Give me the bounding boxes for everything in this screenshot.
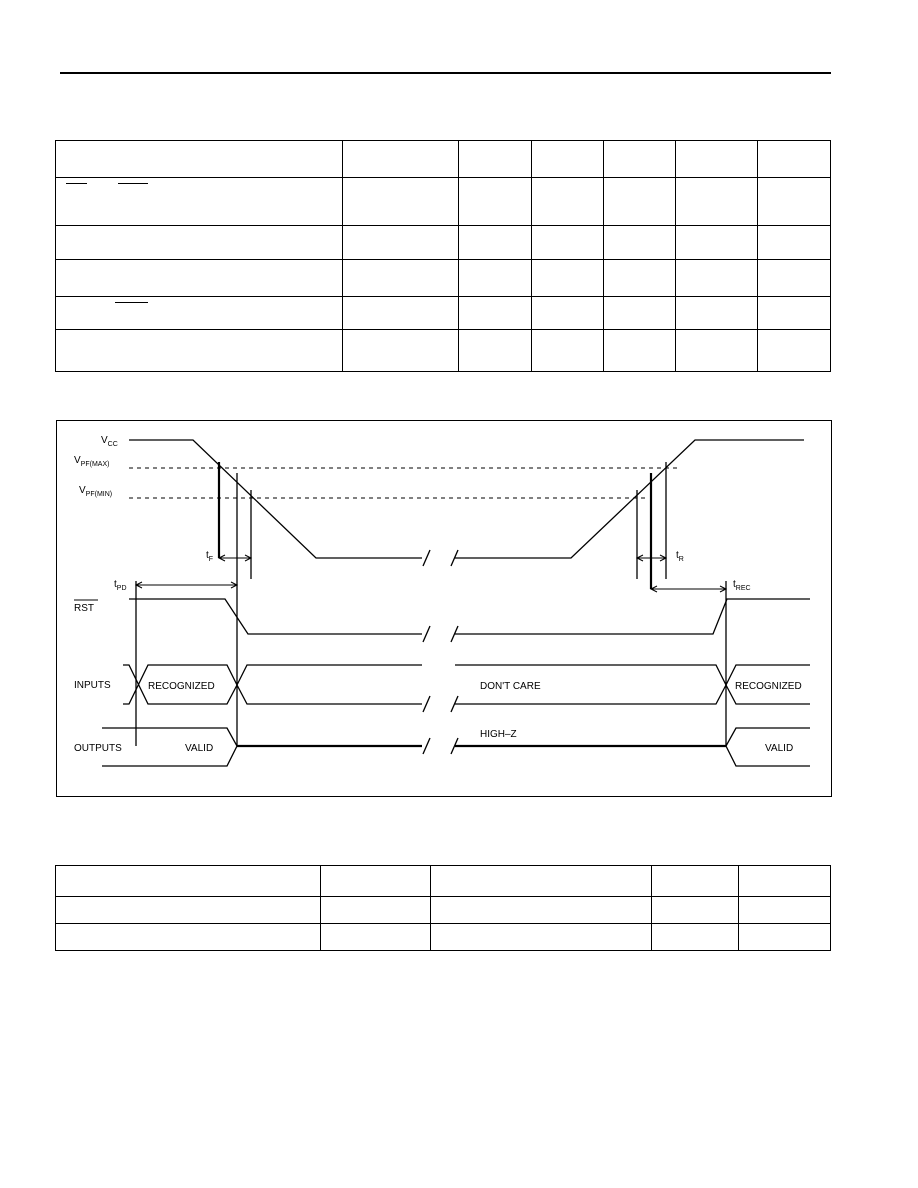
tf-label: $t_F$ [206,550,214,563]
table-cell [532,297,604,330]
outputs-label: OUTPUTS [74,743,122,754]
rst-waveform-right [455,599,810,634]
table-cell [758,226,831,260]
table-cell [604,226,676,260]
tpd-label: $t_{PD}$ [114,579,127,592]
header-rule [60,72,831,74]
table-cell [56,260,343,297]
table-cell [459,226,532,260]
timing-diagram-svg [57,421,831,796]
vcc-label: $V_{CC}$ [101,435,118,448]
table-cell [604,178,676,226]
inputs-recognized-right: RECOGNIZED [735,681,802,692]
capacitance-spec-table [55,865,831,951]
table-row [56,924,831,951]
time-break-marks [423,550,458,754]
table-row [56,226,831,260]
header-cell [652,866,739,897]
header-cell [56,141,343,178]
table-cell [758,178,831,226]
table-cell [56,897,321,924]
table-cell [532,178,604,226]
vpf-max-label: $V_{PF(MAX)}$ [74,455,110,468]
vcc-waveform-right [455,440,804,558]
table-cell [320,897,430,924]
table-cell [758,260,831,297]
inputs-label: INPUTS [74,680,111,691]
header-cell [758,141,831,178]
table-cell [56,924,321,951]
header-cell [459,141,532,178]
table-cell [459,260,532,297]
table-cell [676,226,758,260]
header-cell [532,141,604,178]
table-cell [676,178,758,226]
header-cell [604,141,676,178]
table-cell [739,897,831,924]
inputs-recognized-left: RECOGNIZED [148,681,215,692]
outputs-valid-right: VALID [765,743,794,754]
table-cell [56,226,343,260]
header-cell [320,866,430,897]
header-cell [430,866,652,897]
table-cell [532,260,604,297]
table-cell [758,330,831,372]
table-cell [342,330,459,372]
table-cell [652,924,739,951]
table-cell [676,297,758,330]
table-cell [459,297,532,330]
table-header-row [56,866,831,897]
table-cell [459,330,532,372]
header-cell [56,866,321,897]
table-cell [430,897,652,924]
table-cell [459,178,532,226]
table-cell [320,924,430,951]
inputs-dont-care: DON'T CARE [480,681,541,692]
trec-label: $t_{REC}$ [733,579,751,592]
table-row [56,330,831,372]
table-cell [652,897,739,924]
outputs-valid-left: VALID [185,743,214,754]
rst-waveform [129,599,422,634]
table-cell [758,297,831,330]
table-header-row [56,141,831,178]
rst-label: RST [74,603,94,614]
table-row [56,897,831,924]
table-cell [532,226,604,260]
table-cell [676,330,758,372]
table-cell [739,924,831,951]
table-cell [342,178,459,226]
table-row [56,260,831,297]
table-cell [342,297,459,330]
table-cell [532,330,604,372]
overline-fragment [118,183,148,184]
header-cell [676,141,758,178]
timing-spec-table [55,140,831,372]
table-row [56,178,831,226]
tr-label: $t_R$ [676,550,684,563]
header-cell [342,141,459,178]
overline-fragment [115,302,148,303]
table-cell [342,226,459,260]
power-timing-diagram [56,420,832,797]
table-row [56,297,831,330]
table-cell [56,330,343,372]
table-cell [430,924,652,951]
table-cell [676,260,758,297]
table-cell [604,330,676,372]
table-cell [56,297,343,330]
table-cell [604,260,676,297]
overline-fragment [66,183,87,184]
table-cell [604,297,676,330]
table-cell [56,178,343,226]
outputs-high-z: HIGH–Z [480,729,517,740]
header-cell [739,866,831,897]
vpf-min-label: $V_{PF(MIN)}$ [79,485,113,498]
inputs-bus [123,665,810,704]
vcc-waveform [129,440,422,558]
table-cell [342,260,459,297]
